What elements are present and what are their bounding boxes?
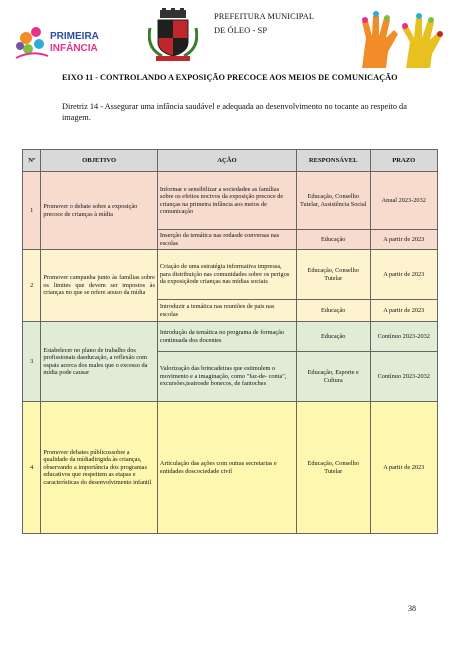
row-prazo: Contínuo 2023-2032 <box>370 322 438 352</box>
page-number: 38 <box>408 604 416 613</box>
row-objetivo: Promover campanha junto às famílias sobre os limites que devem ser impostos às crianças no que se refere aouso da mídia <box>41 250 158 322</box>
diretriz-text: Diretriz 14 - Assegurar uma infância saudável e adequada ao desenvolvimento no tocante ao respeito da imagem. <box>62 102 407 122</box>
row-acao: Criação de uma estratégia informativa impressa, para distribuição nas comunidades sobre os perigos da exposiçãode crianças nas mídias sociais <box>157 250 296 300</box>
row-acao: Articulação das ações com outras secretarias e entidades doscociedade civil <box>157 402 296 534</box>
action-plan-table <box>22 149 438 534</box>
header-num: Nº <box>23 150 41 172</box>
row-acao: Inserção da temática nas rodasde conversas nas escolas <box>157 230 296 250</box>
table-header-row <box>23 150 438 172</box>
row-responsavel: Educação, Conselho Tutelar, Assistência Social <box>296 172 370 230</box>
municipal-crest-icon <box>148 8 198 62</box>
row-prazo: A partir de 2023 <box>370 230 438 250</box>
row-responsavel: Educação, Esporte e Cultura <box>296 352 370 402</box>
row-prazo: Contínuo 2023-2032 <box>370 352 438 402</box>
logo-text-2: INFÂNCIA <box>50 43 98 54</box>
municipality-line-1: PREFEITURA MUNICIPAL <box>214 12 315 21</box>
axis-title: EIXO 11 - CONTROLANDO A EXPOSIÇÃO PRECOCE AOS MEIOS DE COMUNICAÇÃO <box>62 73 398 82</box>
table-row <box>23 172 438 230</box>
row-objetivo: Promover o debate sobre a exposição precoce de crianças à mídia <box>41 172 158 250</box>
row-acao: Informar e sensibilizar a sociedadee as famílias sobre os efeitos nocivos da exposição precoce de crianças na primeira infância aos meios de comunicação <box>157 172 296 230</box>
municipality-line-2: DE ÓLEO - SP <box>214 25 268 35</box>
header-prazo: PRAZO <box>370 150 438 172</box>
row-prazo: Anual 2023-2032 <box>370 172 438 230</box>
row-number: 2 <box>23 250 41 322</box>
row-responsavel: Educação, Conselho Tutelar <box>296 402 370 534</box>
header-acao: AÇÃO <box>157 150 296 172</box>
table-row <box>23 250 438 300</box>
row-responsavel: Educação <box>296 300 370 322</box>
row-number: 3 <box>23 322 41 402</box>
municipality-header <box>214 10 314 37</box>
table-row <box>23 322 438 352</box>
row-acao: Valorização das brincadeiras que estimulem o movimento e a imaginação, como "faz-de- conta", excursões,teatrosde bonecos, de fantoches <box>157 352 296 402</box>
row-responsavel: Educação, Conselho Tutelar <box>296 250 370 300</box>
row-number: 1 <box>23 172 41 250</box>
primeira-infancia-logo <box>12 20 112 62</box>
row-responsavel: Educação <box>296 322 370 352</box>
row-prazo: A partir de 2023 <box>370 250 438 300</box>
header-responsavel: RESPONSÁVEL <box>296 150 370 172</box>
row-objetivo: Promover debates públicossobre a qualidade da mídiadirigida às crianças, observando a importância dos programas educativos que respeitem as etapas e características do desenvolvimento infantil <box>41 402 158 534</box>
row-acao: Introdução da temática no programa de formação continuada dos docentes <box>157 322 296 352</box>
row-prazo: A partir de 2023 <box>370 402 438 534</box>
row-acao: Introduzir a temática nas reuniões de pais nas escolas <box>157 300 296 322</box>
row-number: 4 <box>23 402 41 534</box>
row-responsavel: Educação <box>296 230 370 250</box>
table-row <box>23 402 438 534</box>
header-objetivo: OBJETIVO <box>41 150 158 172</box>
painted-hands-icon <box>356 8 448 70</box>
row-prazo: A partir de 2023 <box>370 300 438 322</box>
logo-text-1: PRIMEIRA <box>50 31 99 42</box>
row-objetivo: Estabelecer no plano de trabalho dos profissionais daeducação, a reflexão com ospais acerca dos males que o excesso da mídia pode causar <box>41 322 158 402</box>
